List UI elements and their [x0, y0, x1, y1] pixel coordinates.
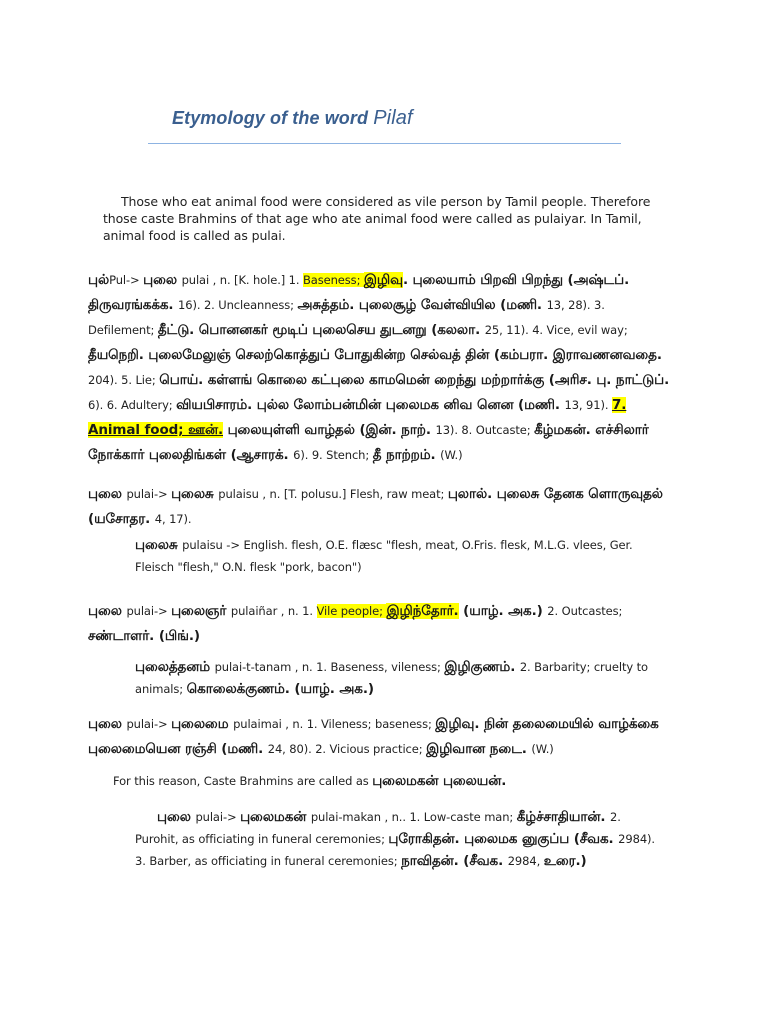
intro-paragraph: Those who eat animal food were considered as vile person by Tamil people. Therefore those caste Brahmins of that age who ate animal food were called as pulaiyar. In Tamil, animal food is called as pulai.	[103, 194, 651, 243]
tamil-text: புலை	[88, 716, 127, 732]
entry-pulaimakan	[135, 806, 655, 872]
entry-pulaittanam	[135, 656, 660, 700]
gloss-text: 25, 11). 4. Vice, evil way;	[484, 323, 628, 337]
gloss-text: 6). 9. Stench;	[293, 448, 373, 462]
gloss-text: 13, 28). 3. Defilement;	[88, 298, 605, 337]
gloss-text: 13, 91).	[564, 398, 612, 412]
tamil-text: புலைசு	[135, 537, 183, 553]
highlighted-tamil: இழிந்தோர்.	[386, 603, 459, 619]
gloss-text: pulai->	[126, 717, 172, 731]
gloss-text: pulaisu -> English. flesh, O.E. flæsc "flesh, meat, O.Fris. flesk, M.L.G. vlees, Ger. Fleisch "flesh," O.N. flesk "pork, bacon")	[135, 538, 633, 574]
gloss-text: 2. Outcastes;	[547, 604, 623, 618]
entry-pulaisu-english	[135, 534, 660, 578]
reason-line	[113, 769, 673, 794]
tamil-text: கீழ்மகன். எச்சிலார் நோக்கார் புலைதிங்கள் (ஆசாரக்.	[88, 422, 649, 463]
entry-pulainar	[88, 599, 668, 649]
gloss-text: pulai , n. [K. hole.] 1.	[181, 273, 304, 287]
gloss-text: 2. Purohit, as officiating in funeral ceremonies;	[135, 810, 621, 846]
tamil-text: . புலையாம் பிறவி பிறந்து (அஷ்டப். திருவரங்கக்க.	[88, 272, 630, 313]
gloss-text: 16). 2. Uncleanness;	[178, 298, 298, 312]
gloss-text: 2984,	[507, 854, 544, 868]
tamil-text: பொய். கள்ளங் கொலை கட்புலை காமமென் றைந்து மற்றார்க்கு (அரிச. பு. நாட்டுப்.	[159, 372, 670, 388]
tamil-text: புல்	[88, 272, 110, 288]
gloss-text: pulai-makan , n.. 1. Low-caste man;	[310, 810, 517, 824]
tamil-text: தீட்டு. பொனனகர் மூடிப் புலைசெய துடனறு (கலலா.	[157, 322, 485, 338]
tamil-text: வியபிசாரம். புல்ல லோம்பன்மின் புலைமக னிவ னென (மணி.	[176, 397, 565, 413]
tamil-text: புலைமகன் புலையன்.	[372, 773, 507, 789]
gloss-text: pulai->	[126, 604, 172, 618]
highlighted-gloss: Vile people;	[316, 604, 387, 618]
tamil-text: கொலைக்குணம். (யாழ். அக.)	[186, 681, 374, 697]
gloss-text: 204). 5. Lie;	[88, 373, 160, 387]
tamil-text: புரோகிதன். புலைமக னுகுப்ப (சீவக.	[388, 831, 619, 847]
highlighted-gloss: Baseness;	[303, 273, 364, 287]
tamil-text: நாவிதன். (சீவக.	[401, 853, 508, 869]
tamil-text: புலைமை	[171, 716, 234, 732]
gloss-text: pulai-t-tanam , n. 1. Baseness, vileness;	[214, 660, 445, 674]
tamil-text: புலால். புலைசு தேனக ளொருவுதல் (யசோதர.	[88, 486, 663, 527]
tamil-text: புலை	[157, 809, 196, 825]
tamil-text: உரை.)	[543, 853, 587, 869]
tamil-text: புலைமகன்	[240, 809, 311, 825]
tamil-text: புலை	[88, 603, 127, 619]
gloss-text: 2. Barbarity; cruelty to animals;	[135, 660, 648, 696]
tamil-text: புலைஞர்	[171, 603, 231, 619]
gloss-text: pulaimai , n. 1. Vileness; baseness;	[233, 717, 436, 731]
highlighted-tamil: இழிவு	[363, 272, 403, 288]
tamil-text: புலைசு	[171, 486, 219, 502]
tamil-text: இழிகுணம்.	[444, 659, 520, 675]
gloss-text: For this reason, Caste Brahmins are called as	[113, 774, 373, 788]
gloss-text: pulai->	[126, 487, 172, 501]
title-text: Etymology of the word	[172, 108, 369, 128]
tamil-text: கீழ்ச்சாதியான்.	[516, 809, 610, 825]
tamil-text: புலை	[143, 272, 182, 288]
gloss-text: (W.)	[440, 448, 463, 462]
tamil-text: (யாழ். அக.)	[458, 603, 548, 619]
gloss-text: 13). 8. Outcaste;	[435, 423, 535, 437]
tamil-text: புலைத்தனம்	[135, 659, 215, 675]
gloss-text: 6). 6. Adultery;	[88, 398, 177, 412]
tamil-text: இழிவான நடை.	[426, 741, 532, 757]
tamil-text: சண்டாளர். (பிங்.)	[88, 628, 200, 644]
entry-pulaisu	[88, 482, 668, 532]
tamil-text: அசுத்தம். புலைசூழ் வேள்வியில (மணி.	[297, 297, 547, 313]
tamil-text: தீ நாற்றம்.	[372, 447, 441, 463]
tamil-text: இழிவு. நின் தலைமையில் வாழ்க்கை புலைமையென ரஞ்சி (மணி.	[88, 716, 659, 757]
title-word: Pilaf	[373, 107, 413, 129]
gloss-text: Pul->	[109, 273, 144, 287]
gloss-text: pulaiñar , n. 1.	[230, 604, 317, 618]
tamil-text: புலை	[88, 486, 127, 502]
gloss-text: pulaisu , n. [T. polusu.] Flesh, raw meat;	[218, 487, 448, 501]
gloss-text: 2984). 3. Barber, as officiating in funeral ceremonies;	[135, 832, 655, 868]
entry-pulaimai	[88, 712, 678, 762]
title-underline	[148, 143, 621, 144]
entry-pulai	[88, 268, 672, 468]
tamil-text: தீயநெறி. புலைமேலுஞ் செலற்கொத்துப் போதுகின்ற செல்வத் தின் (கம்பரா. இராவணனவதை.	[88, 347, 662, 363]
highlighted-animal-food: 7. Animal food; ஊன்.	[88, 397, 627, 438]
gloss-text: pulai->	[195, 810, 241, 824]
tamil-text: புலையுள்ளி வாழ்தல் (இன். நாற்.	[223, 422, 436, 438]
gloss-text: 24, 80). 2. Vicious practice;	[267, 742, 427, 756]
page-title	[172, 107, 413, 130]
gloss-text: 4, 17).	[154, 512, 192, 526]
gloss-text: (W.)	[531, 742, 554, 756]
